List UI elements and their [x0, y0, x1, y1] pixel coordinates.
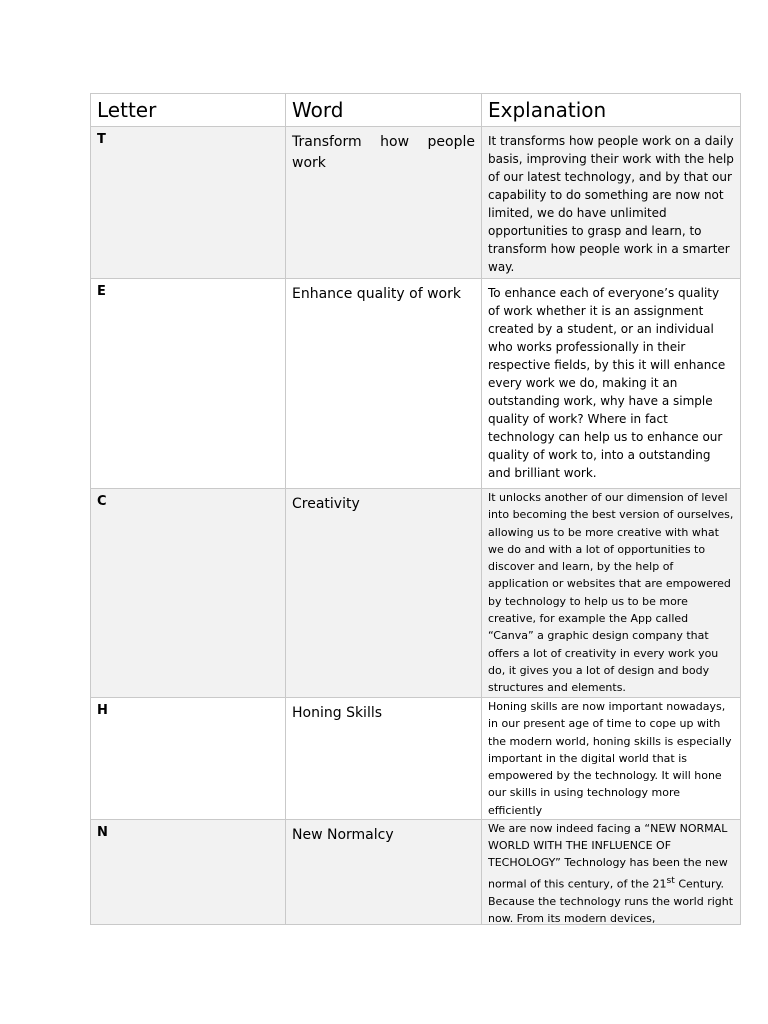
- explanation-text-start: We are now indeed facing a “NEW NORMAL WORLD WITH THE INFLUENCE OF TECHOLOGY” Technology has been the new normal of this century, of the 21: [488, 822, 728, 891]
- row-explanation: It unlocks another of our dimension of level into becoming the best version of ourselves, allowing us to be more creative with what we do and with a lot of opportunities to discover and learn, by the help of application or websites that are empowered by technology to help us to be more creative, for example the App called “Canva” a graphic design company that offers a lot of creativity in every work you do, it gives you a lot of design and body structures and elements.: [482, 489, 741, 698]
- table-header-row: [91, 94, 741, 127]
- row-letter: T: [91, 127, 286, 279]
- header-letter: Letter: [91, 94, 286, 127]
- row-letter: N: [91, 820, 286, 925]
- row-letter: C: [91, 489, 286, 698]
- explanation-text-end: Century. Because the technology runs the world right now. From its modern devices,: [488, 877, 734, 925]
- row-explanation: It transforms how people work on a daily basis, improving their work with the help of our latest technology, and by that our capability to do something are now not limited, we do have unlimited opportunities to grasp and learn, to transform how people work in a smarter way.: [482, 127, 741, 279]
- row-word: Transform how people work: [286, 127, 482, 279]
- row-word: Honing Skills: [286, 698, 482, 820]
- row-word: Enhance quality of work: [286, 279, 482, 489]
- table-row: [91, 489, 741, 698]
- row-word: Creativity: [286, 489, 482, 698]
- row-explanation-text: [488, 820, 734, 924]
- table-row: [91, 279, 741, 489]
- header-explanation: Explanation: [482, 94, 741, 127]
- row-explanation: [482, 820, 741, 925]
- header-word: Word: [286, 94, 482, 127]
- ordinal-superscript: st: [666, 874, 675, 886]
- row-word: New Normalcy: [286, 820, 482, 925]
- table-row: [91, 698, 741, 820]
- row-explanation: To enhance each of everyone’s quality of work whether it is an assignment created by a student, or an individual who works professionally in their respective fields, by this it will enhance every work we do, making it an outstanding work, why have a simple quality of work? Where in fact technology can help us to enhance our quality of work to, into a outstanding and brilliant work.: [482, 279, 741, 489]
- row-explanation: Honing skills are now important nowadays, in our present age of time to cope up with the modern world, honing skills is especially important in the digital world that is empowered by the technology. It will hone our skills in using technology more efficiently: [482, 698, 741, 820]
- techn-acrostic-table: [90, 93, 741, 925]
- table-row: [91, 820, 741, 925]
- row-letter: E: [91, 279, 286, 489]
- table-row: [91, 127, 741, 279]
- row-letter: H: [91, 698, 286, 820]
